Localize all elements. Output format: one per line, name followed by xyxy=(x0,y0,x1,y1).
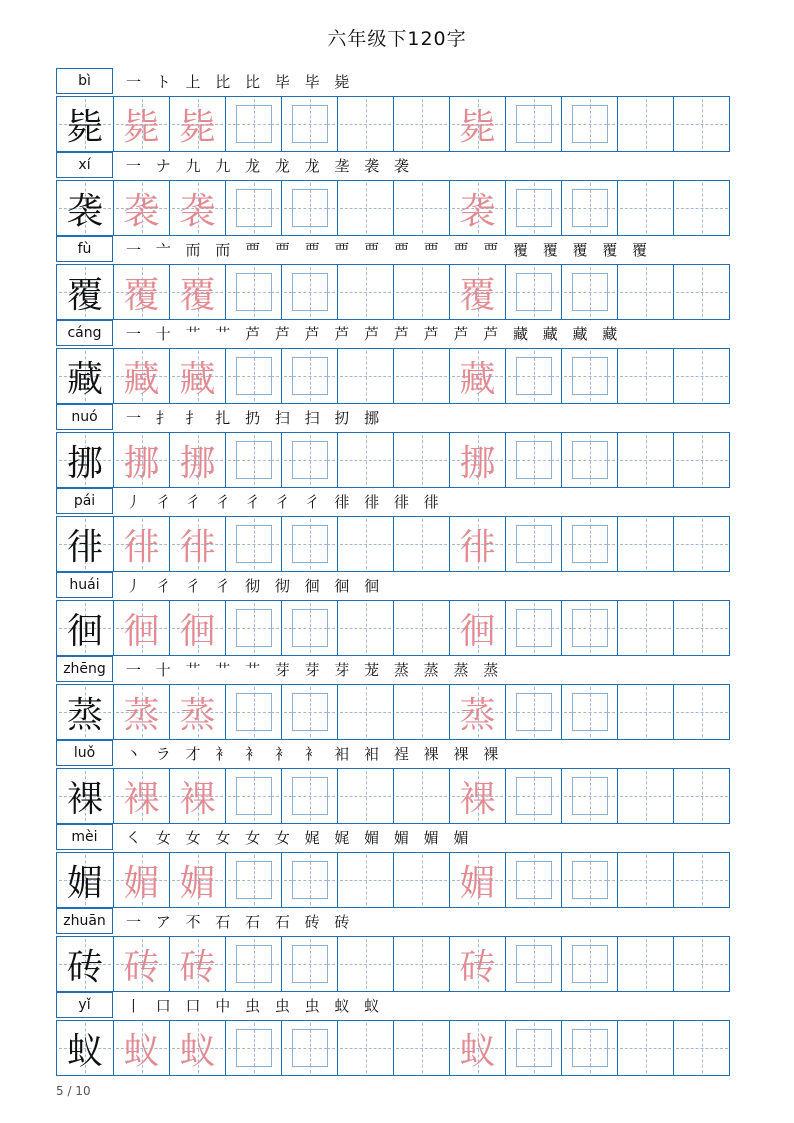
trace-character: 裸 xyxy=(123,778,160,820)
stroke-order: 一 扌 扌 扎 扔 扫 扫 扨 挪 xyxy=(126,409,385,427)
trace-character-cell xyxy=(450,769,506,823)
trace-character-cell xyxy=(170,937,226,991)
practice-cell[interactable] xyxy=(506,181,562,235)
trace-character-cell xyxy=(170,349,226,403)
inner-box xyxy=(236,861,272,899)
trace-character: 毙 xyxy=(179,106,216,148)
practice-cell[interactable] xyxy=(618,601,674,655)
practice-cell[interactable] xyxy=(618,265,674,319)
writing-grid xyxy=(56,516,730,572)
inner-box xyxy=(292,357,328,395)
trace-character: 覆 xyxy=(179,274,216,316)
practice-cell[interactable] xyxy=(562,97,618,151)
writing-grid xyxy=(56,96,730,152)
trace-character-cell xyxy=(114,853,170,907)
inner-box xyxy=(516,525,552,563)
practice-cell[interactable] xyxy=(226,181,282,235)
trace-character-cell xyxy=(114,937,170,991)
trace-character: 蚁 xyxy=(123,1030,160,1072)
pinyin-label: mèi xyxy=(56,824,113,850)
writing-grid xyxy=(56,1020,730,1076)
model-character: 裸 xyxy=(66,778,103,820)
practice-cell[interactable] xyxy=(282,853,338,907)
page-number: 5 / 10 xyxy=(56,1084,91,1098)
stroke-order: 一 ナ 九 九 龙 龙 龙 垄 袭 袭 xyxy=(126,157,414,175)
inner-box xyxy=(236,189,272,227)
trace-character-cell xyxy=(170,265,226,319)
model-character-cell xyxy=(57,349,114,403)
practice-cell[interactable] xyxy=(618,937,674,991)
inner-box xyxy=(292,189,328,227)
writing-grid xyxy=(56,264,730,320)
practice-cell[interactable] xyxy=(674,181,730,235)
practice-cell[interactable] xyxy=(338,601,394,655)
inner-box xyxy=(572,105,608,143)
practice-cell[interactable] xyxy=(618,349,674,403)
practice-cell[interactable] xyxy=(506,937,562,991)
model-character: 挪 xyxy=(66,442,103,484)
practice-cell[interactable] xyxy=(506,685,562,739)
practice-cell[interactable] xyxy=(282,349,338,403)
inner-box xyxy=(236,525,272,563)
practice-row xyxy=(56,68,730,152)
trace-character: 徊 xyxy=(123,610,160,652)
stroke-order: 丿 彳 彳 彳 彳 彳 彳 徘 徘 徘 徘 xyxy=(126,493,444,511)
practice-cell[interactable] xyxy=(674,853,730,907)
practice-cell[interactable] xyxy=(618,433,674,487)
practice-cell[interactable] xyxy=(506,265,562,319)
trace-character-cell xyxy=(450,181,506,235)
stroke-order: 丶 ラ 才 衤 衤 衤 衤 衵 衵 裎 裸 裸 裸 xyxy=(126,745,504,763)
trace-character: 蚁 xyxy=(179,1030,216,1072)
model-character: 毙 xyxy=(66,106,103,148)
trace-character: 裸 xyxy=(179,778,216,820)
inner-box xyxy=(572,357,608,395)
practice-cell[interactable] xyxy=(338,433,394,487)
practice-cell[interactable] xyxy=(506,517,562,571)
inner-box xyxy=(516,357,552,395)
practice-cell[interactable] xyxy=(226,433,282,487)
pinyin-label: fù xyxy=(56,236,113,262)
writing-grid xyxy=(56,348,730,404)
inner-box xyxy=(572,273,608,311)
model-character-cell xyxy=(57,601,114,655)
practice-cell[interactable] xyxy=(394,517,450,571)
page-title: 六年级下120字 xyxy=(327,28,467,50)
model-character-cell xyxy=(57,853,114,907)
practice-cell[interactable] xyxy=(506,853,562,907)
inner-box xyxy=(236,1029,272,1067)
practice-cell[interactable] xyxy=(394,181,450,235)
practice-cell[interactable] xyxy=(674,349,730,403)
practice-cell[interactable] xyxy=(226,853,282,907)
trace-character: 袭 xyxy=(459,190,496,232)
model-character-cell xyxy=(57,433,114,487)
inner-box xyxy=(292,105,328,143)
trace-character-cell xyxy=(114,349,170,403)
practice-cell[interactable] xyxy=(394,265,450,319)
practice-cell[interactable] xyxy=(674,769,730,823)
trace-character-cell xyxy=(170,181,226,235)
pinyin-label: zhēng xyxy=(56,656,113,682)
trace-character-cell xyxy=(450,601,506,655)
model-character: 蚁 xyxy=(66,1030,103,1072)
inner-box xyxy=(236,777,272,815)
inner-box xyxy=(516,105,552,143)
practice-row xyxy=(56,908,730,992)
trace-character-cell xyxy=(170,769,226,823)
practice-cell[interactable] xyxy=(562,433,618,487)
trace-character: 媚 xyxy=(179,862,216,904)
practice-sheet xyxy=(56,68,730,1076)
trace-character-cell xyxy=(170,517,226,571)
practice-cell[interactable] xyxy=(282,97,338,151)
inner-box xyxy=(516,693,552,731)
practice-cell[interactable] xyxy=(338,853,394,907)
practice-cell[interactable] xyxy=(226,601,282,655)
trace-character-cell xyxy=(170,433,226,487)
inner-box xyxy=(572,1029,608,1067)
inner-box xyxy=(572,609,608,647)
practice-cell[interactable] xyxy=(226,1021,282,1075)
practice-cell[interactable] xyxy=(282,433,338,487)
trace-character: 砖 xyxy=(179,946,216,988)
trace-character: 袭 xyxy=(179,190,216,232)
inner-box xyxy=(292,1029,328,1067)
trace-character-cell xyxy=(170,1021,226,1075)
inner-box xyxy=(236,693,272,731)
trace-character-cell xyxy=(114,265,170,319)
practice-row xyxy=(56,740,730,824)
trace-character: 媚 xyxy=(459,862,496,904)
trace-character: 蒸 xyxy=(459,694,496,736)
trace-character: 徘 xyxy=(459,526,496,568)
practice-cell[interactable] xyxy=(674,1021,730,1075)
practice-cell[interactable] xyxy=(226,769,282,823)
trace-character: 覆 xyxy=(123,274,160,316)
inner-box xyxy=(236,273,272,311)
practice-cell[interactable] xyxy=(394,853,450,907)
practice-cell[interactable] xyxy=(282,181,338,235)
trace-character: 徊 xyxy=(459,610,496,652)
practice-cell[interactable] xyxy=(674,937,730,991)
pinyin-label: yǐ xyxy=(56,992,113,1018)
trace-character-cell xyxy=(114,97,170,151)
trace-character-cell xyxy=(114,181,170,235)
practice-cell[interactable] xyxy=(562,517,618,571)
practice-row xyxy=(56,572,730,656)
inner-box xyxy=(572,189,608,227)
practice-cell[interactable] xyxy=(282,517,338,571)
trace-character-cell xyxy=(170,685,226,739)
inner-box xyxy=(292,945,328,983)
inner-box xyxy=(572,777,608,815)
trace-character: 袭 xyxy=(123,190,160,232)
trace-character: 蒸 xyxy=(123,694,160,736)
practice-cell[interactable] xyxy=(562,937,618,991)
practice-cell[interactable] xyxy=(618,517,674,571)
writing-grid xyxy=(56,684,730,740)
practice-cell[interactable] xyxy=(618,853,674,907)
practice-cell[interactable] xyxy=(282,601,338,655)
pinyin-label: huái xyxy=(56,572,113,598)
trace-character: 藏 xyxy=(179,358,216,400)
trace-character: 毙 xyxy=(123,106,160,148)
inner-box xyxy=(236,609,272,647)
inner-box xyxy=(236,441,272,479)
stroke-order: 一 亠 而 而 覀 覀 覀 覀 覀 覀 覀 覀 覀 覆 覆 覆 覆 覆 xyxy=(126,241,653,259)
practice-cell[interactable] xyxy=(562,265,618,319)
model-character-cell xyxy=(57,769,114,823)
trace-character: 蚁 xyxy=(459,1030,496,1072)
trace-character: 藏 xyxy=(459,358,496,400)
practice-row xyxy=(56,824,730,908)
trace-character-cell xyxy=(450,265,506,319)
stroke-order: 丿 彳 彳 彳 彻 彻 徊 徊 徊 xyxy=(126,577,385,595)
practice-cell[interactable] xyxy=(338,181,394,235)
practice-row xyxy=(56,488,730,572)
trace-character-cell xyxy=(450,433,506,487)
model-character: 藏 xyxy=(66,358,103,400)
practice-cell[interactable] xyxy=(506,769,562,823)
practice-cell[interactable] xyxy=(506,601,562,655)
pinyin-label: xí xyxy=(56,152,113,178)
model-character: 砖 xyxy=(66,946,103,988)
trace-character-cell xyxy=(170,97,226,151)
inner-box xyxy=(292,525,328,563)
practice-cell[interactable] xyxy=(618,685,674,739)
practice-cell[interactable] xyxy=(226,937,282,991)
inner-box xyxy=(572,441,608,479)
trace-character-cell xyxy=(114,601,170,655)
practice-cell[interactable] xyxy=(394,685,450,739)
practice-cell[interactable] xyxy=(338,937,394,991)
inner-box xyxy=(292,441,328,479)
inner-box xyxy=(572,525,608,563)
practice-cell[interactable] xyxy=(562,685,618,739)
practice-cell[interactable] xyxy=(282,937,338,991)
trace-character: 挪 xyxy=(459,442,496,484)
practice-row xyxy=(56,992,730,1076)
practice-cell[interactable] xyxy=(338,97,394,151)
practice-cell[interactable] xyxy=(506,433,562,487)
practice-row xyxy=(56,320,730,404)
inner-box xyxy=(516,945,552,983)
practice-cell[interactable] xyxy=(394,601,450,655)
model-character-cell xyxy=(57,685,114,739)
trace-character-cell xyxy=(450,685,506,739)
trace-character-cell xyxy=(450,937,506,991)
writing-grid xyxy=(56,768,730,824)
trace-character: 挪 xyxy=(179,442,216,484)
trace-character: 徊 xyxy=(179,610,216,652)
practice-cell[interactable] xyxy=(562,1021,618,1075)
stroke-order: 一 ア 不 石 石 石 砖 砖 xyxy=(126,913,355,931)
practice-row xyxy=(56,236,730,320)
practice-row xyxy=(56,152,730,236)
inner-box xyxy=(516,777,552,815)
practice-cell[interactable] xyxy=(674,601,730,655)
model-character-cell xyxy=(57,937,114,991)
model-character: 覆 xyxy=(66,274,103,316)
model-character-cell xyxy=(57,517,114,571)
inner-box xyxy=(292,693,328,731)
stroke-order: 一 十 艹 艹 艹 芽 芽 芽 茏 蒸 蒸 蒸 蒸 xyxy=(126,661,504,679)
trace-character: 裸 xyxy=(459,778,496,820)
practice-cell[interactable] xyxy=(338,769,394,823)
practice-cell[interactable] xyxy=(226,265,282,319)
trace-character: 徘 xyxy=(179,526,216,568)
trace-character-cell xyxy=(450,97,506,151)
practice-cell[interactable] xyxy=(394,937,450,991)
inner-box xyxy=(292,777,328,815)
practice-row xyxy=(56,404,730,488)
practice-cell[interactable] xyxy=(394,349,450,403)
trace-character-cell xyxy=(450,1021,506,1075)
inner-box xyxy=(516,189,552,227)
practice-cell[interactable] xyxy=(282,685,338,739)
inner-box xyxy=(572,945,608,983)
model-character: 徘 xyxy=(66,526,103,568)
inner-box xyxy=(572,861,608,899)
trace-character: 徘 xyxy=(123,526,160,568)
inner-box xyxy=(236,945,272,983)
pinyin-label: cáng xyxy=(56,320,113,346)
trace-character-cell xyxy=(450,853,506,907)
practice-cell[interactable] xyxy=(226,349,282,403)
practice-cell[interactable] xyxy=(506,1021,562,1075)
practice-cell[interactable] xyxy=(674,517,730,571)
practice-cell[interactable] xyxy=(338,685,394,739)
inner-box xyxy=(292,861,328,899)
model-character: 徊 xyxy=(66,610,103,652)
practice-cell[interactable] xyxy=(282,1021,338,1075)
pinyin-label: pái xyxy=(56,488,113,514)
trace-character-cell xyxy=(114,433,170,487)
practice-cell[interactable] xyxy=(674,685,730,739)
pinyin-label: nuó xyxy=(56,404,113,430)
model-character-cell xyxy=(57,181,114,235)
trace-character: 砖 xyxy=(459,946,496,988)
trace-character-cell xyxy=(450,517,506,571)
inner-box xyxy=(236,105,272,143)
practice-cell[interactable] xyxy=(674,265,730,319)
trace-character-cell xyxy=(114,769,170,823)
pinyin-label: bì xyxy=(56,68,113,94)
practice-cell[interactable] xyxy=(618,769,674,823)
inner-box xyxy=(236,357,272,395)
inner-box xyxy=(292,273,328,311)
practice-cell[interactable] xyxy=(226,97,282,151)
practice-cell[interactable] xyxy=(562,601,618,655)
stroke-order: 一 十 艹 艹 芦 芦 芦 芦 芦 芦 芦 芦 芦 藏 藏 藏 藏 xyxy=(126,325,623,343)
trace-character-cell xyxy=(170,601,226,655)
practice-cell[interactable] xyxy=(282,769,338,823)
pinyin-label: zhuān xyxy=(56,908,113,934)
stroke-order: 一 ト 上 比 比 毕 毕 毙 xyxy=(126,73,355,91)
practice-cell[interactable] xyxy=(674,433,730,487)
trace-character: 毙 xyxy=(459,106,496,148)
practice-cell[interactable] xyxy=(562,853,618,907)
practice-cell[interactable] xyxy=(506,97,562,151)
trace-character: 蒸 xyxy=(179,694,216,736)
writing-grid xyxy=(56,180,730,236)
inner-box xyxy=(516,441,552,479)
practice-cell[interactable] xyxy=(562,181,618,235)
trace-character: 藏 xyxy=(123,358,160,400)
practice-cell[interactable] xyxy=(394,433,450,487)
inner-box xyxy=(292,609,328,647)
practice-cell[interactable] xyxy=(394,97,450,151)
model-character-cell xyxy=(57,97,114,151)
writing-grid xyxy=(56,852,730,908)
practice-cell[interactable] xyxy=(282,265,338,319)
writing-grid xyxy=(56,432,730,488)
inner-box xyxy=(516,1029,552,1067)
practice-cell[interactable] xyxy=(226,517,282,571)
model-character: 媚 xyxy=(66,862,103,904)
model-character-cell xyxy=(57,1021,114,1075)
inner-box xyxy=(516,861,552,899)
trace-character-cell xyxy=(170,853,226,907)
practice-cell[interactable] xyxy=(338,265,394,319)
trace-character: 砖 xyxy=(123,946,160,988)
trace-character: 挪 xyxy=(123,442,160,484)
model-character: 袭 xyxy=(66,190,103,232)
model-character: 蒸 xyxy=(66,694,103,736)
inner-box xyxy=(516,273,552,311)
practice-cell[interactable] xyxy=(618,97,674,151)
practice-cell[interactable] xyxy=(394,1021,450,1075)
trace-character-cell xyxy=(114,1021,170,1075)
practice-cell[interactable] xyxy=(562,349,618,403)
practice-cell[interactable] xyxy=(618,1021,674,1075)
trace-character-cell xyxy=(114,517,170,571)
trace-character: 覆 xyxy=(459,274,496,316)
writing-grid xyxy=(56,936,730,992)
trace-character: 媚 xyxy=(123,862,160,904)
practice-cell[interactable] xyxy=(338,349,394,403)
practice-cell[interactable] xyxy=(506,349,562,403)
stroke-order: ㇛ 女 女 女 女 女 娓 娓 媚 媚 媚 媚 xyxy=(126,829,474,847)
practice-cell[interactable] xyxy=(394,769,450,823)
trace-character-cell xyxy=(114,685,170,739)
practice-cell[interactable] xyxy=(674,97,730,151)
practice-cell[interactable] xyxy=(226,685,282,739)
trace-character-cell xyxy=(450,349,506,403)
writing-grid xyxy=(56,600,730,656)
practice-cell[interactable] xyxy=(338,517,394,571)
pinyin-label: luǒ xyxy=(56,740,113,766)
inner-box xyxy=(516,609,552,647)
model-character-cell xyxy=(57,265,114,319)
practice-cell[interactable] xyxy=(562,769,618,823)
inner-box xyxy=(572,693,608,731)
practice-cell[interactable] xyxy=(618,181,674,235)
practice-row xyxy=(56,656,730,740)
stroke-order: 丨 口 口 中 虫 虫 虫 蚁 蚁 xyxy=(126,997,385,1015)
practice-cell[interactable] xyxy=(338,1021,394,1075)
